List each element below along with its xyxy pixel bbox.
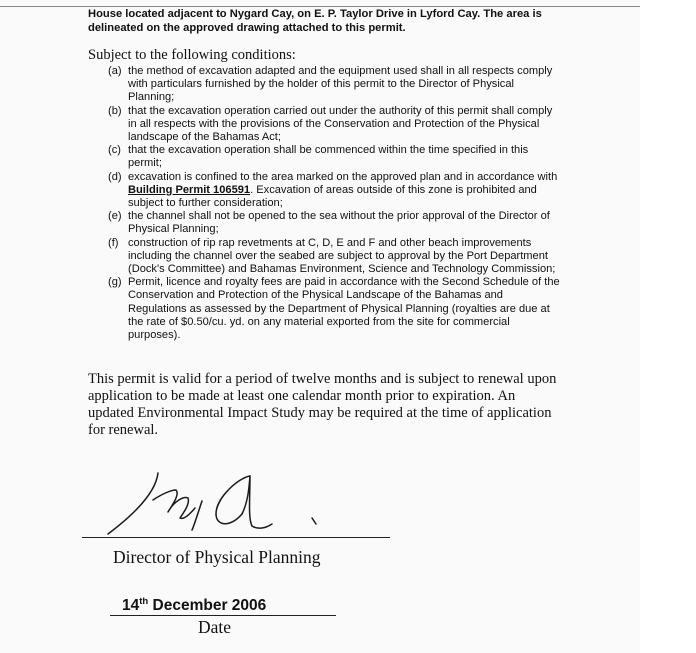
condition-f: [108, 237, 563, 277]
condition-marker: (a): [108, 65, 122, 77]
condition-text-continued: . Excavation of areas outside of this zone is prohibited and subject to further consideration;: [128, 183, 537, 210]
signature-image: [98, 468, 328, 540]
condition-marker: (f): [108, 236, 119, 249]
location-line-1: House located adjacent to Nygard Cay, on E. P. Taylor Drive in Lyford Cay. The area is: [88, 8, 542, 20]
condition-a: [108, 65, 563, 105]
building-permit-reference: Building Permit 106591: [128, 183, 251, 196]
condition-text: Permit, licence and royalty fees are paid in accordance with the Second Schedule of the Conservation and Protection of the Physical Landscape of the Bahamas and Regulations as assessed by the Department of Physical Planning (royalties are due at the rate of $0.50/cu. yd. on any material exported from the site for commercial purposes).: [128, 276, 560, 342]
condition-marker: (g): [108, 276, 122, 289]
condition-text: the method of excavation adapted and the equipment used shall in all respects comply with particulars furnished by the holder of this permit to the Director of Physical Planning;: [128, 65, 553, 104]
location-description: [88, 7, 628, 35]
condition-marker: (e): [108, 210, 122, 223]
condition-d: [108, 171, 563, 211]
condition-text: that the excavation operation carried out under the authority of this permit shall comply in all respects with the provisions of the Conservation and Protection of the Physical landscape of the Bahamas Act;: [128, 104, 553, 144]
condition-text: construction of rip rap revetments at C, D, E and F and other beach improvements including the channel over the seabed are subject to approval by the Port Department (Dock's Committee) and Bahamas Environment, Science and Technology Commission;: [128, 236, 556, 276]
location-line-2: delineated on the approved drawing attached to this permit.: [88, 22, 406, 34]
signature-strokes: [108, 473, 316, 534]
condition-text: excavation is confined to the area marked on the approved plan and in accordance with: [128, 170, 558, 183]
signature-line: [82, 537, 390, 538]
condition-b: [108, 105, 563, 145]
condition-text: the channel shall not be opened to the sea without the prior approval of the Director of Physical Planning;: [128, 210, 550, 236]
validity-paragraph: This permit is valid for a period of twelve months and is subject to renewal upon application to be made at least one calendar month prior to expiration. An updated Environmental Impact Study may be required at the time of application for renewal.: [88, 371, 557, 438]
condition-c: [108, 144, 563, 170]
date-month-year: December 2006: [152, 597, 267, 615]
condition-text: that the excavation operation shall be commenced within the time specified in this permit;: [128, 144, 529, 170]
condition-marker: (b): [108, 104, 122, 117]
signing-date: [122, 596, 266, 615]
condition-marker: (d): [108, 170, 122, 183]
condition-marker: (c): [108, 144, 121, 157]
signatory-title: Director of Physical Planning: [113, 547, 321, 567]
condition-e: [108, 210, 563, 236]
date-day: 14: [122, 597, 140, 615]
date-line: [110, 615, 336, 616]
date-ordinal: th: [139, 596, 149, 607]
conditions-list: [108, 65, 563, 342]
date-label: Date: [198, 617, 232, 637]
conditions-heading: Subject to the following conditions:: [88, 47, 296, 63]
condition-g: [108, 276, 563, 342]
